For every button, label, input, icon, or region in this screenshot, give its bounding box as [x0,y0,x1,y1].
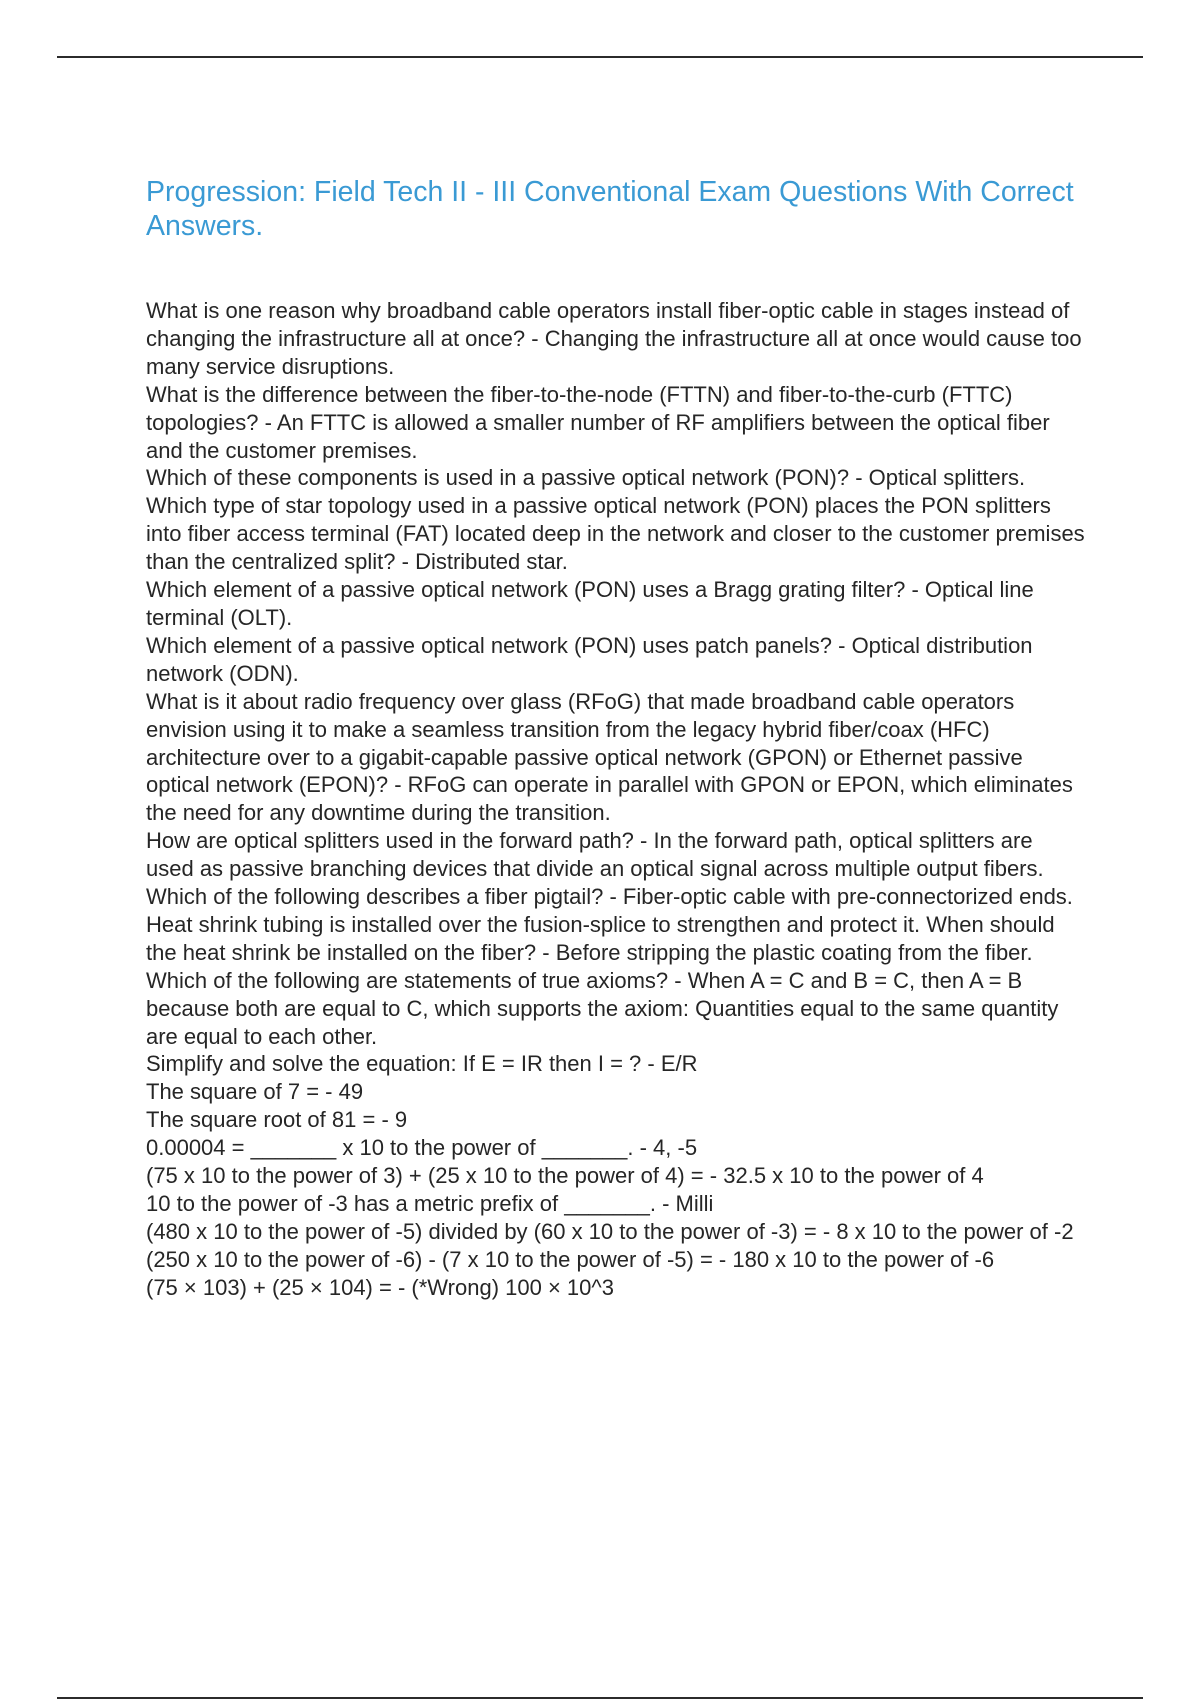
answer-separator: - [525,325,545,351]
answer-separator: - [905,577,925,603]
answer-text: Changing the infrastructure all at once would cause too many service disruptions. [146,325,1082,379]
qa-item [146,967,1086,1051]
qa-item [146,492,1086,576]
qa-list [146,297,1086,1302]
answer-separator: - [668,967,688,993]
qa-item [146,576,1086,632]
question-text: How are optical splitters used in the forward path? [146,828,634,854]
qa-item [146,1246,1086,1274]
answer-separator: - [633,828,654,854]
footer-rule [57,1697,1143,1699]
qa-item [146,1050,1086,1078]
question-text: 10 to the power of -3 has a metric prefix of _______. [146,1191,656,1216]
qa-item [146,1078,1086,1106]
answer-text: Optical distribution network (ODN). [146,632,1033,686]
qa-item [146,1274,1086,1302]
answer-separator: - [655,1191,676,1216]
answer-text: RFoG can operate in parallel with GPON or EPON, which eliminates the need for any downtime during the transition. [146,772,1073,826]
answer-text: When A = C and B = C, then A = B because both are equal to C, which supports the axiom: Quantities equal to the same quantity are equal to each other. [146,967,1059,1049]
qa-item [146,464,1086,492]
answer-text: 49 [338,1079,364,1105]
qa-item [146,1106,1086,1134]
header-rule [57,56,1143,58]
answer-separator: - [258,409,277,435]
answer-separator: - [375,1107,395,1133]
answer-text: (*Wrong) 100 × 10^3 [411,1274,614,1300]
qa-item [146,883,1086,911]
question-text: Which of the following describes a fiber pigtail? [146,884,604,910]
question-text: Heat shrink tubing is installed over the fusion-splice to strengthen and protect it. When should the heat shrink be installed on the fiber? [146,911,1055,965]
answer-text: Optical splitters. [868,465,1026,491]
question-text: What is the difference between the fiber-to-the-node (FTTN) and fiber-to-the-curb (FTTC) topologies? [146,381,1013,435]
answer-text: 4, -5 [653,1135,698,1161]
question-text: Which element of a passive optical network (PON) uses patch panels? [146,632,832,658]
answer-text: 8 x 10 to the power of -2 [836,1218,1074,1244]
qa-item [146,911,1086,967]
question-text: Which type of star topology used in a passive optical network (PON) places the PON splitters into fiber access terminal (FAT) located deep in the network and closer to the customer premises than the centralized split? [146,493,1085,575]
question-text: Which of the following are statements of true axioms? [146,967,669,993]
question-text: (480 x 10 to the power of -5) divided by (60 x 10 to the power of -3) = [146,1218,817,1244]
question-text: The square root of 81 = [146,1107,376,1133]
question-text: What is one reason why broadband cable operators install fiber-optic cable in stages instead of changing the infrastructure all at once? [146,298,1070,351]
answer-text: Distributed star. [415,549,568,575]
question-text: (250 x 10 to the power of -6) - (7 x 10 to the power of -5) = [146,1246,713,1272]
question-text: Which element of a passive optical network (PON) uses a Bragg grating filter? [146,577,906,603]
question-text: What is it about radio frequency over glass (RFoG) that made broadband cable operators envision using it to make a seamless transition from the legacy hybrid fiber/coax (HFC) architecture over to a gigabit-capable passive optical network (GPON) or Ethernet passive optical network (EPON)? [146,688,1023,798]
answer-separator: - [319,1079,339,1105]
answer-text: In the forward path, optical splitters are used as passive branching devices that divide an optical signal across multiple output fibers. [146,828,1044,882]
answer-separator: - [712,1246,733,1272]
question-text: 0.00004 = _______ x 10 to the power of _______. [146,1135,634,1161]
qa-item [146,297,1086,381]
answer-text: Before stripping the plastic coating from the fiber. [555,939,1033,965]
qa-item [146,1190,1086,1218]
question-text: The square of 7 = [146,1079,320,1105]
question-text: (75 × 103) + (25 × 104) = [146,1274,392,1300]
question-text: Simplify and solve the equation: If E = IR then I = ? [146,1051,642,1077]
answer-text: Milli [675,1191,714,1216]
answer-separator: - [703,1163,724,1189]
qa-item [146,632,1086,688]
answer-text: 9 [394,1107,408,1133]
answer-separator: - [603,884,623,910]
qa-item [146,827,1086,883]
qa-item [146,688,1086,828]
answer-text: An FTTC is allowed a smaller number of RF amplifiers between the optical fiber and the customer premises. [146,409,1050,463]
answer-separator: - [388,772,408,798]
qa-item [146,1218,1086,1246]
qa-item [146,1134,1086,1162]
answer-separator: - [641,1051,661,1077]
answer-text: 32.5 x 10 to the power of 4 [723,1163,984,1189]
answer-separator: - [832,632,852,658]
answer-text: E/R [660,1051,698,1077]
question-text: Which of these components is used in a passive optical network (PON)? [146,465,850,491]
qa-item [146,1162,1086,1190]
answer-separator: - [633,1135,654,1161]
answer-text: Fiber-optic cable with pre-connectorized ends. [622,884,1073,910]
answer-text: Optical line terminal (OLT). [146,577,1034,630]
qa-item [146,381,1086,465]
answer-separator: - [391,1274,412,1300]
question-text: (75 x 10 to the power of 3) + (25 x 10 to the power of 4) = [146,1163,704,1189]
document-title: Progression: Field Tech II - III Conventional Exam Questions With Correct Answers. [146,176,1074,242]
answer-separator: - [816,1218,837,1244]
answer-separator: - [536,939,556,965]
answer-separator: - [849,465,869,491]
answer-text: 180 x 10 to the power of -6 [732,1246,995,1272]
answer-separator: - [395,549,416,575]
